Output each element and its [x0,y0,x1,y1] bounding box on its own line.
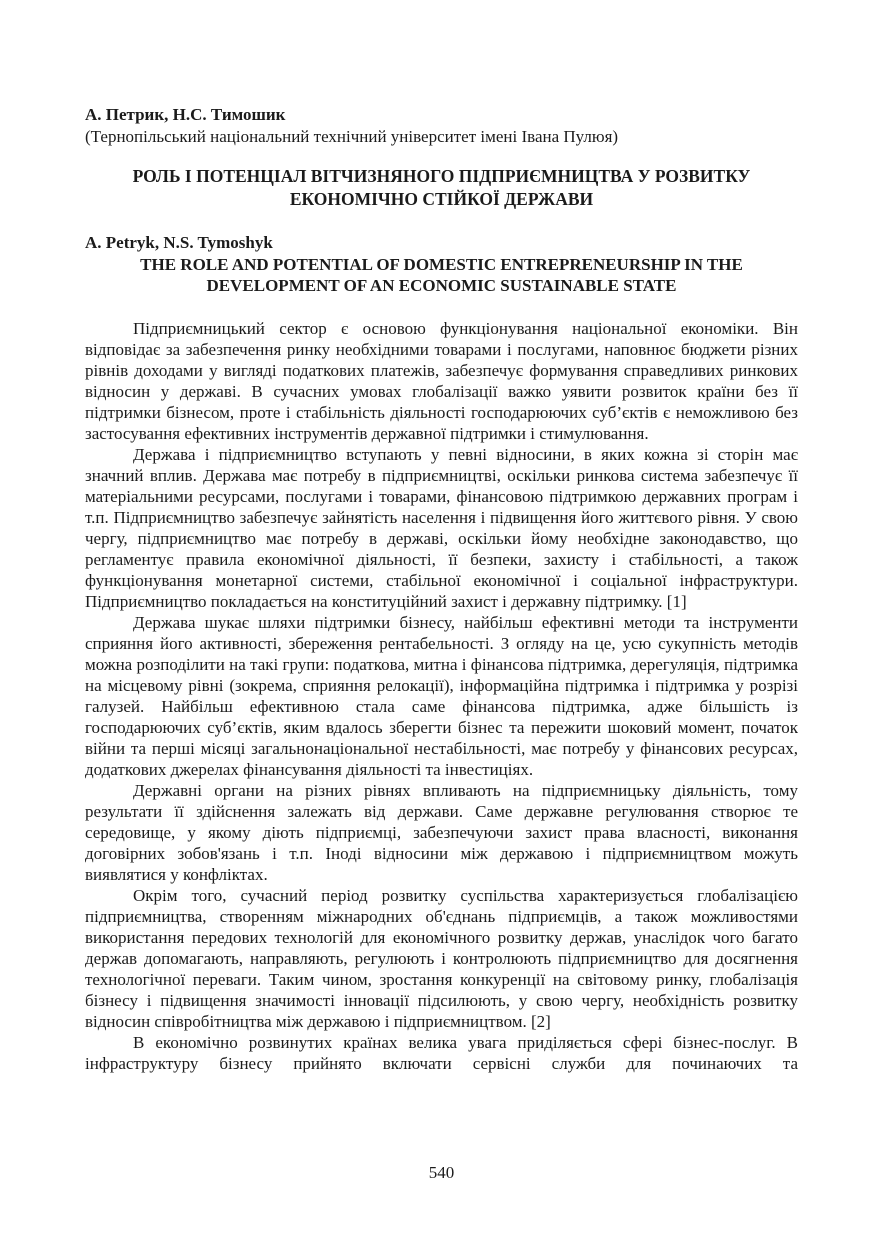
authors-english: A. Petryk, N.S. Tymoshyk [85,233,273,252]
authors-ukrainian: А. Петрик, Н.С. Тимошик [85,105,286,124]
paragraph-2: Держава і підприємництво вступають у певні відносини, в яких кожна зі сторін має значний вплив. Держава має потребу в підприємництві, оскільки ринкова система забезпечує її матеріальними ресурсами, послугами і товарами, фінансовою підтримкою державних програм і т.п. Підприємництво забезпечує зайнятість населення і підвищення його життєвого рівня. У свою чергу, підприємництво має потребу в державі, оскільки йому необхідне законодавство, що регламентує правила економічної діяльності, її безпеки, захисту і стабільності, а також функціонування монетарної системи, стабільної економічної і соціальної інфраструктури. Підприємництво покладається на конституційний захист і державну підтримку. [1] [85,445,798,611]
affiliation: (Тернопільський національний технічний університет імені Івана Пулюя) [85,127,619,146]
text-column [85,104,798,1074]
paragraph-1: Підприємницький сектор є основою функціонування національної економіки. Він відповідає за забезпечення ринку необхідними товарами і послугами, наповнює бюджети різних рівнів доходами у вигляді податкових платежів, забезпечує формування справедливих ринкових відносин у державі. В сучасних умовах глобалізації важко уявити розвиток країни без її підтримки бізнесом, проте і стабільність діяльності господарюючих суб’єктів є неможливою без застосування ефективних інструментів державної підтримки і стимулювання. [85,319,798,443]
paragraph-6: В економічно розвинутих країнах велика увага приділяється сфері бізнес-послуг. В інфраструктуру бізнесу прийнято включати сервісні служби для починаючих та [85,1033,798,1073]
paragraph-5: Окрім того, сучасний період розвитку суспільства характеризується глобалізацією підприємництва, створенням міжнародних об'єднань підприємців, а також можливостями використання передових технологій для економічного розвитку держав, унаслідок чого багато держав допомагають, направляють, регулюють і контролюють підприємництво для досягнення технологічної переваги. Таким чином, зростання конкуренції на світовому ринку, глобалізація бізнесу і підвищення значимості інновації підсилюють, у свою чергу, необхідність розвитку відносин співробітництва між державою і підприємництвом. [2] [85,886,798,1031]
paragraph-3: Держава шукає шляхи підтримки бізнесу, найбільш ефективні методи та інструменти сприяння його активності, збереження рентабельності. З огляду на це, усю сукупність методів можна розподілити на такі групи: податкова, митна і фінансова підтримка, дерегуляція, підтримка на місцевому рівні (зокрема, сприяння релокації), інформаційна підтримка і підтримка у розрізі галузей. Найбільш ефективною стала саме фінансова підтримка, адже більшість із господарюючих суб’єктів, яким вдалось зберегти бізнес та пережити шоковий момент, початок війни та перші місяці загальнонаціональної нестабільності, має потребу у фінансових ресурсах, додаткових джерелах фінансування діяльності та інвестиціях. [85,613,798,779]
page-number: 540 [428,1163,455,1182]
title-english: THE ROLE AND POTENTIAL OF DOMESTIC ENTREPRENEURSHIP IN THE DEVELOPMENT OF AN ECONOMIC SUSTAINABLE STATE [140,255,743,295]
paragraph-4: Державні органи на різних рівнях впливають на підприємницьку діяльність, тому результати її здійснення залежать від держави. Саме державне регулювання створює те середовище, у якому діють підприємці, забезпечуючи захист права власності, виконання договірних зобов'язань і т.п. Іноді відносини між державою і підприємництвом можуть виявлятися у конфліктах. [85,781,798,884]
article-body [85,318,798,1074]
title-ukrainian: РОЛЬ І ПОТЕНЦІАЛ ВІТЧИЗНЯНОГО ПІДПРИЄМНИЦТВА У РОЗВИТКУ ЕКОНОМІЧНО СТІЙКОЇ ДЕРЖАВИ [132,166,751,209]
